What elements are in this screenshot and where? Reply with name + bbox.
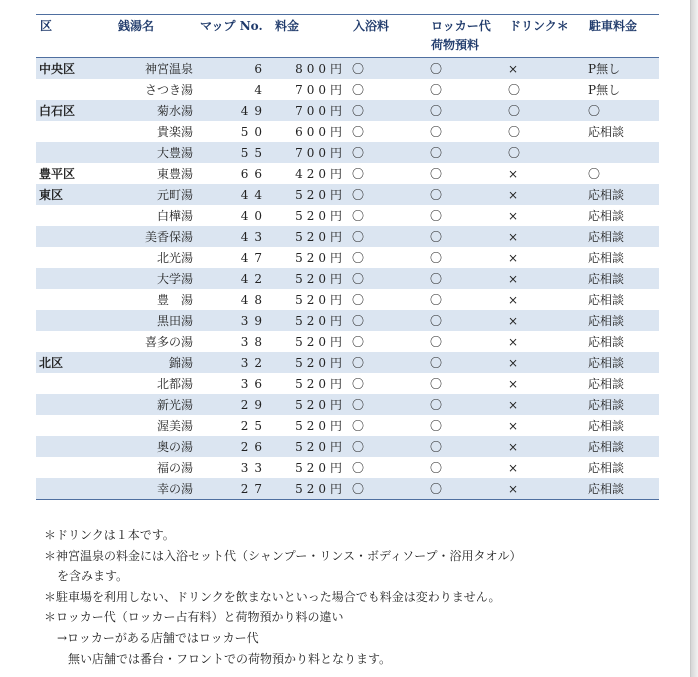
cell-map: 49: [196, 100, 271, 121]
cell-ward: [36, 457, 114, 478]
cell-bath: 〇: [349, 247, 427, 268]
cell-bath: 〇: [349, 394, 427, 415]
note-jingu-fee-cont: を含みます。: [57, 569, 129, 584]
cell-name: 新光湯: [114, 394, 196, 415]
cell-parking: 応相談: [585, 268, 659, 289]
table-row: [36, 58, 659, 80]
cell-parking: P無し: [585, 58, 659, 80]
table-row: [36, 352, 659, 373]
header-bath: 入浴料: [349, 15, 427, 58]
cell-ward: [36, 415, 114, 436]
cell-bath: 〇: [349, 58, 427, 80]
cell-fee: 520円: [271, 205, 349, 226]
cell-fee: 520円: [271, 247, 349, 268]
cell-drink: ×: [505, 373, 585, 394]
cell-fee: 520円: [271, 373, 349, 394]
cell-name: 北光湯: [114, 247, 196, 268]
note-locker: ＊ロッカー代（ロッカー占有料）と荷物預かり料の違い: [44, 610, 344, 625]
cell-ward: 北区: [36, 352, 114, 373]
cell-name: 大学湯: [114, 268, 196, 289]
cell-drink: ×: [505, 289, 585, 310]
cell-ward: 東区: [36, 184, 114, 205]
cell-bath: 〇: [349, 436, 427, 457]
cell-ward: [36, 247, 114, 268]
cell-ward: [36, 226, 114, 247]
table-row: [36, 142, 659, 163]
cell-parking: 応相談: [585, 457, 659, 478]
cell-parking: 応相談: [585, 226, 659, 247]
cell-drink: ×: [505, 352, 585, 373]
cell-bath: 〇: [349, 226, 427, 247]
header-locker-line1: ロッカー代: [431, 19, 491, 33]
cell-bath: 〇: [349, 163, 427, 184]
cell-ward: [36, 310, 114, 331]
cell-name: 錦湯: [114, 352, 196, 373]
cell-drink: ×: [505, 163, 585, 184]
cell-name: 白樺湯: [114, 205, 196, 226]
bathhouse-table: [36, 14, 659, 500]
cell-drink: ×: [505, 58, 585, 80]
cell-fee: 520円: [271, 268, 349, 289]
cell-drink: 〇: [505, 100, 585, 121]
cell-locker: 〇: [427, 310, 505, 331]
cell-fee: 520円: [271, 289, 349, 310]
cell-fee: 520円: [271, 184, 349, 205]
cell-map: 66: [196, 163, 271, 184]
cell-map: 27: [196, 478, 271, 500]
note-locker-arrow: →ロッカーがある店舗ではロッカー代: [57, 630, 259, 645]
header-ward: 区: [36, 15, 114, 58]
cell-locker: 〇: [427, 289, 505, 310]
cell-locker: 〇: [427, 163, 505, 184]
cell-bath: 〇: [349, 205, 427, 226]
cell-parking: 応相談: [585, 184, 659, 205]
cell-ward: [36, 205, 114, 226]
cell-map: 33: [196, 457, 271, 478]
cell-name: 福の湯: [114, 457, 196, 478]
cell-ward: [36, 331, 114, 352]
cell-map: 25: [196, 415, 271, 436]
note-jingu-fee: ＊神宮温泉の料金には入浴セット代（シャンプー・リンス・ボディソープ・浴用タオル）: [44, 548, 522, 563]
cell-name: 大豊湯: [114, 142, 196, 163]
cell-fee: 700円: [271, 100, 349, 121]
cell-name: 東豊湯: [114, 163, 196, 184]
cell-parking: 〇: [585, 163, 659, 184]
cell-bath: 〇: [349, 415, 427, 436]
cell-fee: 520円: [271, 226, 349, 247]
table-row: [36, 205, 659, 226]
cell-fee: 520円: [271, 310, 349, 331]
cell-name: 神宮温泉: [114, 58, 196, 80]
cell-fee: 520円: [271, 331, 349, 352]
cell-parking: 応相談: [585, 415, 659, 436]
cell-map: 40: [196, 205, 271, 226]
cell-map: 44: [196, 184, 271, 205]
cell-name: 元町湯: [114, 184, 196, 205]
table-row: [36, 226, 659, 247]
cell-name: 美香保湯: [114, 226, 196, 247]
cell-map: 38: [196, 331, 271, 352]
table-row: [36, 415, 659, 436]
page-edge-shadow: [691, 0, 698, 677]
cell-drink: ×: [505, 415, 585, 436]
cell-parking: 応相談: [585, 247, 659, 268]
cell-drink: 〇: [505, 79, 585, 100]
cell-drink: ×: [505, 436, 585, 457]
cell-locker: 〇: [427, 100, 505, 121]
cell-map: 50: [196, 121, 271, 142]
cell-name: 渥美湯: [114, 415, 196, 436]
cell-drink: ×: [505, 184, 585, 205]
cell-map: 55: [196, 142, 271, 163]
cell-ward: [36, 268, 114, 289]
note-parking: ＊駐車場を利用しない、ドリンクを飲まないといった場合でも料金は変わりません。: [44, 589, 501, 604]
cell-locker: 〇: [427, 58, 505, 80]
cell-locker: 〇: [427, 394, 505, 415]
header-drink: ドリンク＊: [505, 15, 585, 58]
table-row: [36, 373, 659, 394]
cell-ward: [36, 289, 114, 310]
cell-parking: 応相談: [585, 289, 659, 310]
cell-fee: 520円: [271, 457, 349, 478]
cell-name: 貴楽湯: [114, 121, 196, 142]
cell-locker: 〇: [427, 268, 505, 289]
cell-drink: ×: [505, 457, 585, 478]
cell-map: 4: [196, 79, 271, 100]
header-locker-line2: 荷物預料: [431, 38, 480, 52]
cell-bath: 〇: [349, 142, 427, 163]
cell-map: 47: [196, 247, 271, 268]
cell-map: 43: [196, 226, 271, 247]
cell-bath: 〇: [349, 310, 427, 331]
cell-name: さつき湯: [114, 79, 196, 100]
cell-ward: [36, 79, 114, 100]
cell-ward: 豊平区: [36, 163, 114, 184]
cell-locker: 〇: [427, 436, 505, 457]
cell-fee: 520円: [271, 352, 349, 373]
header-parking: 駐車料金: [585, 15, 659, 58]
cell-parking: 応相談: [585, 436, 659, 457]
table-row: [36, 289, 659, 310]
cell-map: 29: [196, 394, 271, 415]
cell-drink: ×: [505, 268, 585, 289]
cell-locker: 〇: [427, 79, 505, 100]
cell-bath: 〇: [349, 457, 427, 478]
cell-bath: 〇: [349, 352, 427, 373]
cell-locker: 〇: [427, 142, 505, 163]
cell-map: 39: [196, 310, 271, 331]
cell-fee: 520円: [271, 394, 349, 415]
cell-name: 幸の湯: [114, 478, 196, 500]
cell-bath: 〇: [349, 100, 427, 121]
note-locker-cont: 無い店舗では番台・フロントでの荷物預かり料となります。: [68, 651, 392, 666]
cell-drink: ×: [505, 394, 585, 415]
cell-ward: [36, 121, 114, 142]
cell-bath: 〇: [349, 373, 427, 394]
cell-map: 36: [196, 373, 271, 394]
table-row: [36, 121, 659, 142]
cell-locker: 〇: [427, 415, 505, 436]
header-fee: 料金: [271, 15, 349, 58]
cell-drink: ×: [505, 331, 585, 352]
cell-parking: P無し: [585, 79, 659, 100]
table-row: [36, 310, 659, 331]
cell-ward: [36, 373, 114, 394]
cell-locker: 〇: [427, 247, 505, 268]
cell-ward: [36, 436, 114, 457]
header-name: 銭湯名: [114, 15, 196, 58]
cell-map: 32: [196, 352, 271, 373]
cell-drink: 〇: [505, 121, 585, 142]
cell-locker: 〇: [427, 121, 505, 142]
cell-fee: 420円: [271, 163, 349, 184]
cell-fee: 520円: [271, 436, 349, 457]
cell-name: 喜多の湯: [114, 331, 196, 352]
cell-map: 42: [196, 268, 271, 289]
cell-name: 奥の湯: [114, 436, 196, 457]
cell-ward: [36, 478, 114, 500]
cell-ward: [36, 142, 114, 163]
cell-fee: 520円: [271, 478, 349, 500]
table-row: [36, 457, 659, 478]
table-row: [36, 478, 659, 500]
cell-parking: 応相談: [585, 310, 659, 331]
cell-map: 6: [196, 58, 271, 80]
cell-parking: 応相談: [585, 121, 659, 142]
note-drink: ＊ドリンクは１本です。: [44, 528, 175, 542]
cell-parking: 応相談: [585, 352, 659, 373]
cell-name: 菊水湯: [114, 100, 196, 121]
cell-fee: 700円: [271, 142, 349, 163]
cell-bath: 〇: [349, 268, 427, 289]
cell-drink: 〇: [505, 142, 585, 163]
cell-ward: [36, 394, 114, 415]
header-map: マップ No.: [196, 15, 271, 58]
cell-drink: ×: [505, 205, 585, 226]
cell-locker: 〇: [427, 373, 505, 394]
cell-bath: 〇: [349, 289, 427, 310]
table-row: [36, 268, 659, 289]
cell-locker: 〇: [427, 331, 505, 352]
cell-ward: 白石区: [36, 100, 114, 121]
cell-locker: 〇: [427, 184, 505, 205]
cell-drink: ×: [505, 478, 585, 500]
cell-name: 黒田湯: [114, 310, 196, 331]
cell-bath: 〇: [349, 79, 427, 100]
cell-bath: 〇: [349, 121, 427, 142]
cell-parking: 〇: [585, 100, 659, 121]
cell-parking: 応相談: [585, 331, 659, 352]
cell-parking: 応相談: [585, 373, 659, 394]
cell-name: 豊 湯: [114, 289, 196, 310]
cell-fee: 520円: [271, 415, 349, 436]
cell-locker: 〇: [427, 352, 505, 373]
table-header-row: [36, 15, 659, 58]
table-row: [36, 331, 659, 352]
cell-drink: ×: [505, 310, 585, 331]
cell-map: 26: [196, 436, 271, 457]
cell-parking: 応相談: [585, 394, 659, 415]
cell-locker: 〇: [427, 457, 505, 478]
table-row: [36, 394, 659, 415]
cell-bath: 〇: [349, 184, 427, 205]
cell-map: 48: [196, 289, 271, 310]
cell-parking: 応相談: [585, 205, 659, 226]
cell-parking: 応相談: [585, 478, 659, 500]
cell-name: 北都湯: [114, 373, 196, 394]
cell-fee: 700円: [271, 79, 349, 100]
cell-fee: 600円: [271, 121, 349, 142]
table-row: [36, 163, 659, 184]
cell-locker: 〇: [427, 205, 505, 226]
table-row: [36, 79, 659, 100]
cell-drink: ×: [505, 226, 585, 247]
cell-fee: 800円: [271, 58, 349, 80]
table-row: [36, 436, 659, 457]
cell-locker: 〇: [427, 478, 505, 500]
table-row: [36, 247, 659, 268]
cell-bath: 〇: [349, 478, 427, 500]
cell-drink: ×: [505, 247, 585, 268]
table-row: [36, 100, 659, 121]
header-locker: [427, 15, 505, 58]
table-row: [36, 184, 659, 205]
cell-ward: 中央区: [36, 58, 114, 80]
cell-bath: 〇: [349, 331, 427, 352]
cell-locker: 〇: [427, 226, 505, 247]
footnotes: [44, 525, 521, 669]
cell-parking: [585, 142, 659, 163]
